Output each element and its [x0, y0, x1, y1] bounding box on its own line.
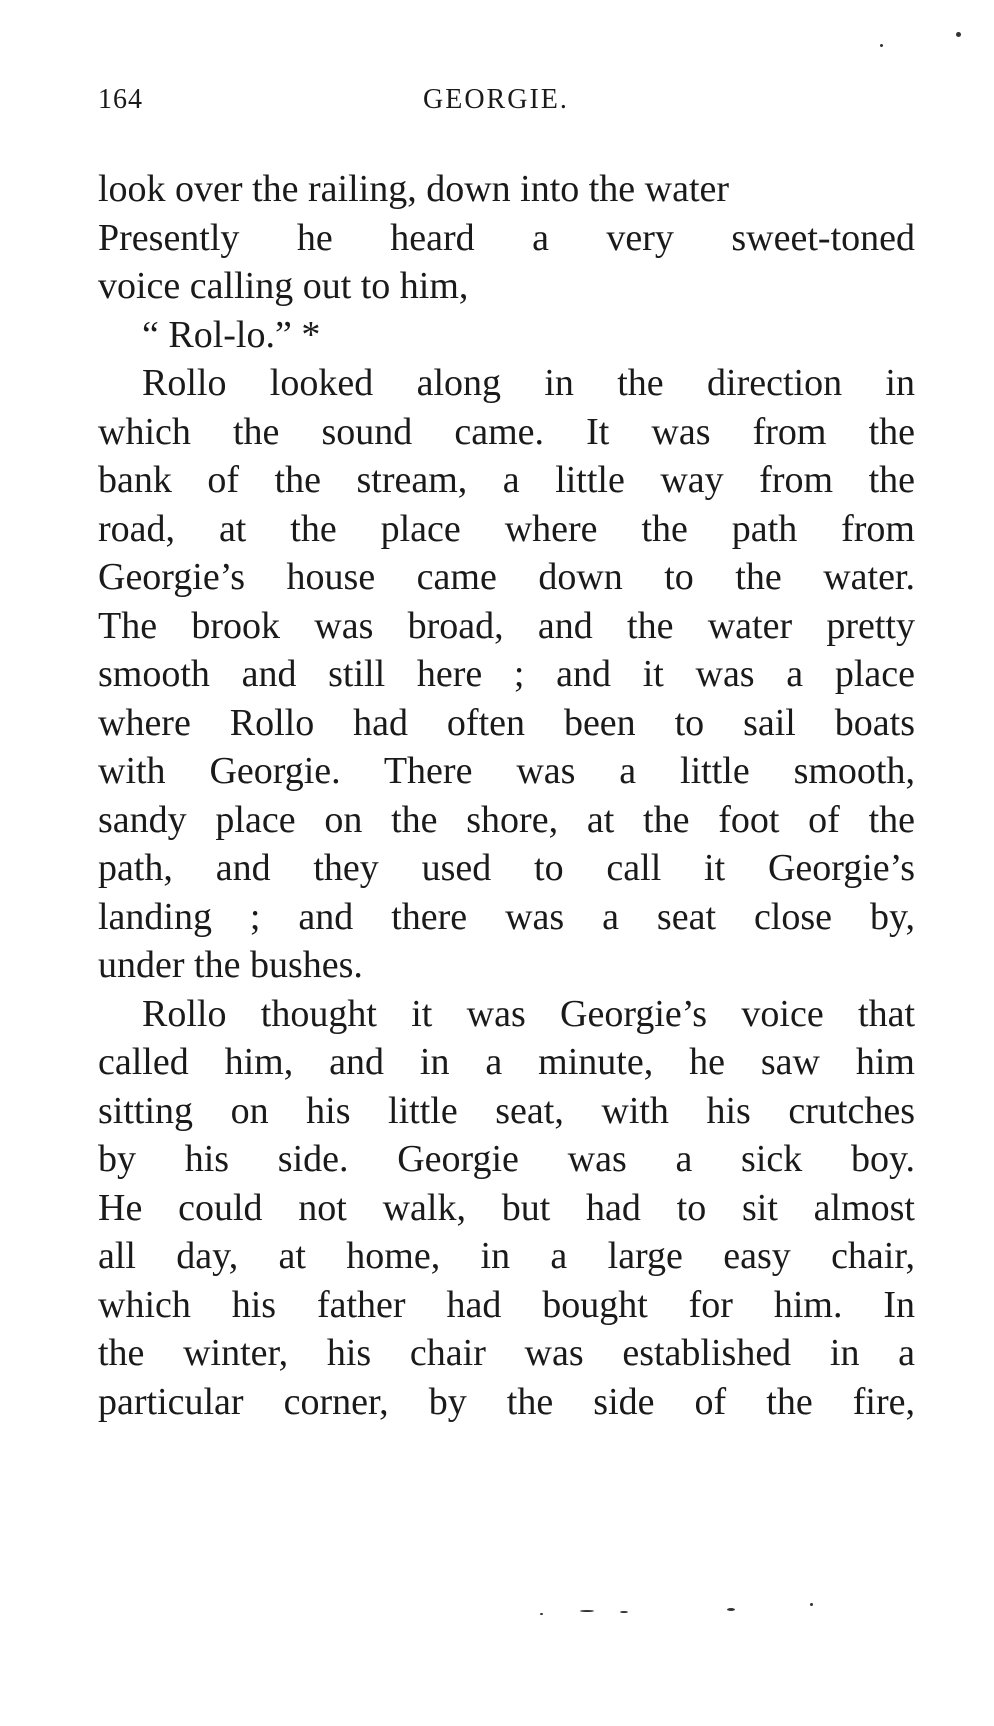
text-line: particular corner, by the side of the fire, — [98, 1380, 915, 1423]
scan-speck — [727, 1608, 735, 1611]
text-line: “ Rol-lo.” * — [142, 313, 321, 356]
page-number: 164 — [98, 84, 143, 115]
text-line: He could not walk, but had to sit almost — [98, 1186, 915, 1229]
text-line: with Georgie. There was a little smooth, — [98, 750, 915, 792]
text-line: Presently he heard a very sweet-toned — [98, 216, 915, 259]
scan-speck — [540, 1613, 543, 1615]
scan-speck — [580, 1610, 594, 1612]
text-line: Rollo looked along in the direction in — [142, 362, 915, 404]
text-line: The brook was broad, and the water pretty — [98, 604, 915, 647]
scan-speck — [880, 44, 883, 47]
text-line: look over the railing, down into the water — [98, 168, 730, 210]
text-line: landing ; and there was a seat close by, — [98, 895, 915, 938]
text-line: by his side. Georgie was a sick boy. — [98, 1138, 915, 1180]
text-line: Rollo thought it was Georgie’s voice that — [142, 992, 915, 1035]
text-line: bank of the stream, a little way from the — [98, 459, 915, 501]
text-line: voice calling out to him, — [98, 265, 469, 307]
text-line: where Rollo had often been to sail boats — [98, 701, 915, 744]
text-line: sandy place on the shore, at the foot of the — [98, 798, 915, 841]
text-line: all day, at home, in a large easy chair, — [98, 1235, 915, 1277]
scan-speck — [810, 1603, 813, 1606]
text-line: sitting on his little seat, with his crutches — [98, 1089, 915, 1132]
running-head — [98, 84, 830, 124]
scan-speck — [620, 1611, 628, 1613]
text-line: smooth and still here ; and it was a place — [98, 653, 915, 695]
body-text — [98, 165, 915, 1426]
running-title: GEORGIE. — [423, 84, 569, 115]
text-line: road, at the place where the path from — [98, 507, 915, 550]
text-line: which his father had bought for him. In — [98, 1283, 915, 1326]
scan-speck — [956, 32, 961, 37]
text-line: which the sound came. It was from the — [98, 410, 915, 453]
text-line: the winter, his chair was established in a — [98, 1332, 915, 1374]
text-line: under the bushes. — [98, 944, 363, 986]
text-line: path, and they used to call it Georgie’s — [98, 847, 915, 889]
text-line: called him, and in a minute, he saw him — [98, 1041, 915, 1083]
text-line: Georgie’s house came down to the water. — [98, 556, 915, 598]
